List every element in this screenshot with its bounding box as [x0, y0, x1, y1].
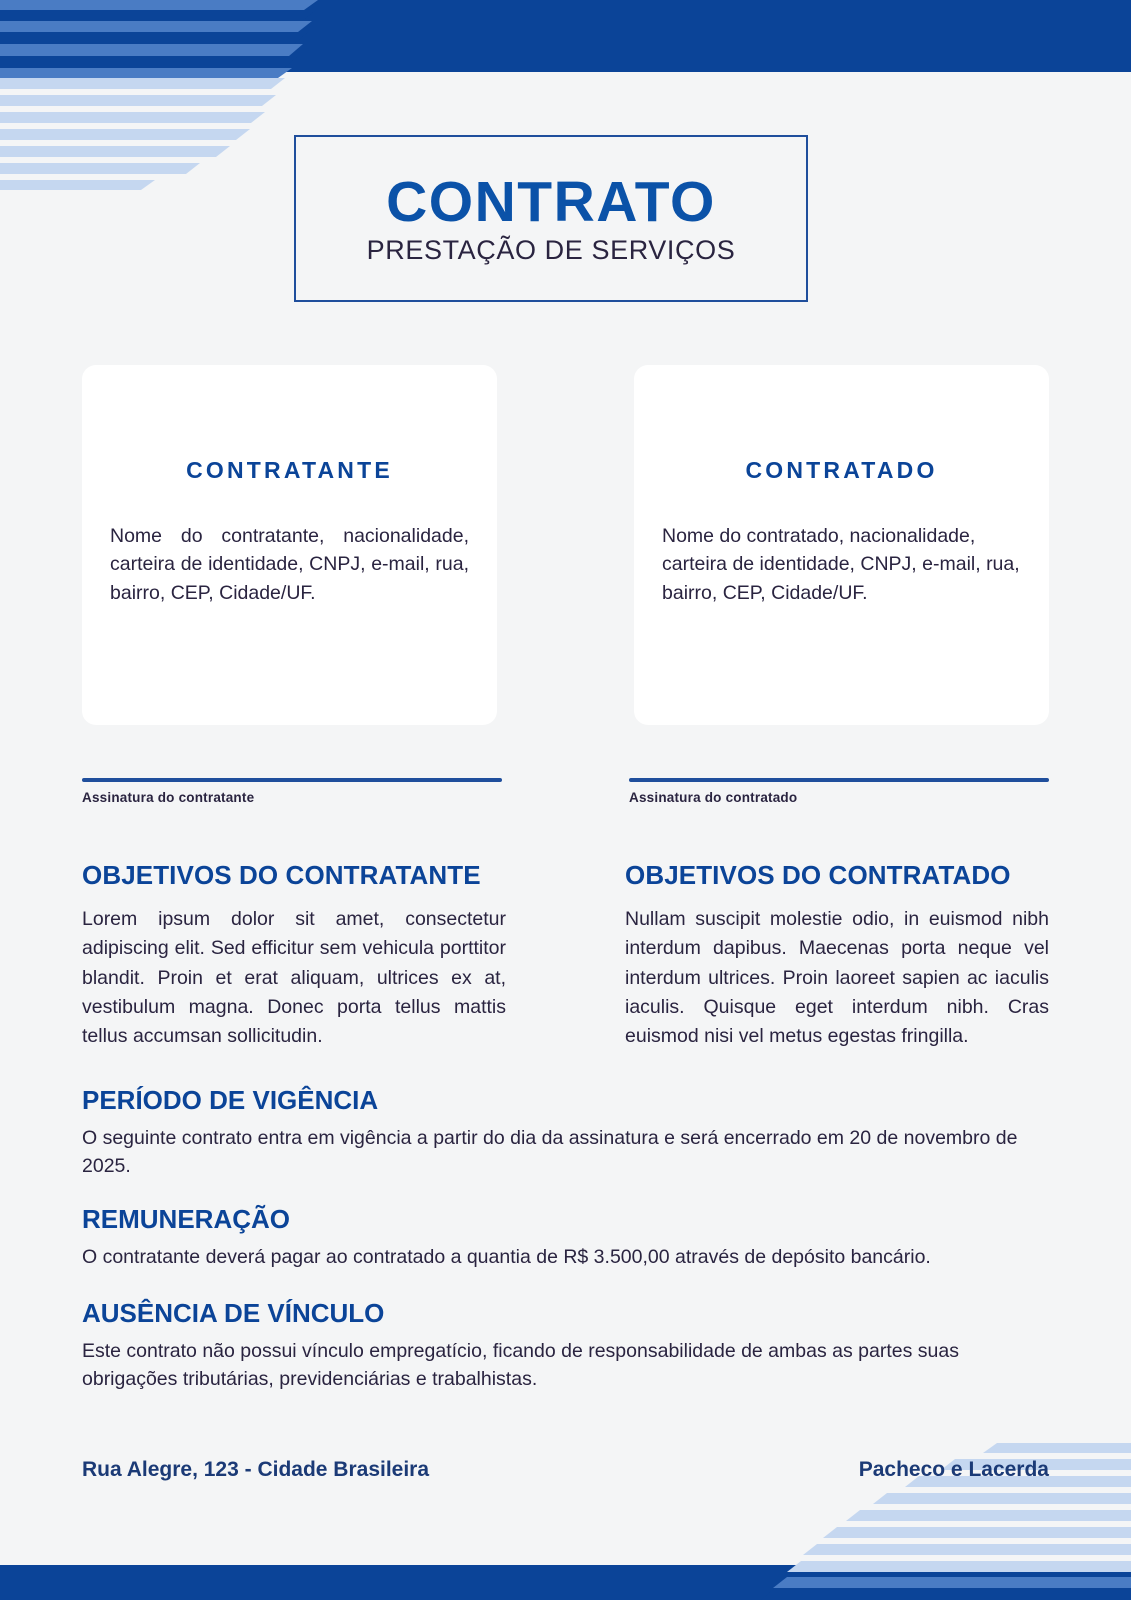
- stripe-bottom-9: [983, 1443, 1131, 1453]
- stripe-top-0: [0, 0, 318, 10]
- stripe-top-6: [0, 68, 292, 78]
- card-contratado: [634, 365, 1049, 725]
- objectives-contratante-body: Lorem ipsum dolor sit amet, consectetur adipiscing elit. Sed efficitur sem vehicula porttitor blandit. Proin et erat aliquam, ultrices ex at, vestibulum magna. Donec porta tellus mattis tellus accumsan sollicitudin.: [82, 908, 506, 1047]
- section-ausencia-vinculo-heading: AUSÊNCIA DE VÍNCULO: [82, 1298, 385, 1328]
- stripe-top-9: [0, 112, 265, 123]
- document-title-box: [294, 135, 808, 302]
- section-periodo-vigencia: [82, 1085, 1049, 1181]
- card-contratante-heading: CONTRATANTE: [186, 457, 393, 483]
- stripe-top-12: [0, 163, 200, 174]
- signature-label-contratado: Assinatura do contratado: [629, 790, 798, 805]
- signature-area: [82, 778, 1049, 805]
- stripe-bottom-0: [761, 1588, 1131, 1600]
- card-contratante-details: Nome do contratante, nacionalidade, carteira de identidade, CNPJ, e-mail, rua, bairro, CEP, Cidade/UF.: [110, 525, 469, 604]
- stripe-top-13: [0, 180, 155, 190]
- objectives-contratado-body: Nullam suscipit molestie odio, in euismod nibh interdum dapibus. Maecenas porta neque vel interdum ultrices. Proin laoreet sapien ac iaculis iaculis. Quisque eget interdum nibh. Cras euismod nisi vel metus egestas fringilla.: [625, 908, 1049, 1047]
- stripe-top-3: [0, 32, 308, 44]
- stripe-top-2: [0, 21, 312, 32]
- section-ausencia-vinculo-body: Este contrato não possui vínculo empregatício, ficando de responsabilidade de ambas as partes suas obrigações tributárias, previdenciárias e trabalhistas.: [82, 1340, 959, 1391]
- objectives-contratado: [625, 860, 1049, 1051]
- stripe-bottom-1: [773, 1577, 1131, 1588]
- signature-line-contratante: [82, 778, 502, 782]
- card-contratante: [82, 365, 497, 725]
- section-remuneracao-heading: REMUNERAÇÃO: [82, 1204, 290, 1234]
- section-remuneracao-body: O contratante deverá pagar ao contratado a quantia de R$ 3.500,00 através de depósito bancário.: [82, 1246, 931, 1268]
- section-periodo-vigencia-heading: PERÍODO DE VIGÊNCIA: [82, 1085, 379, 1115]
- stripe-bottom-6: [873, 1493, 1131, 1504]
- stripe-bottom-2: [787, 1561, 1131, 1572]
- objectives-contratado-heading: OBJETIVOS DO CONTRATADO: [625, 860, 1011, 890]
- footer-company: Pacheco e Lacerda: [858, 1458, 1049, 1481]
- stripe-top-11: [0, 146, 230, 157]
- party-cards: [82, 365, 1049, 725]
- signature-contratado: [629, 778, 1049, 805]
- stripe-top-7: [0, 78, 285, 89]
- section-periodo-vigencia-body: O seguinte contrato entra em vigência a partir do dia da assinatura e será encerrado em 20 de novembro de 2025.: [82, 1127, 1018, 1178]
- stripe-top-8: [0, 95, 276, 106]
- objectives-area: [82, 860, 1049, 1051]
- card-contratado-details: Nome do contratado, nacionalidade, carteira de identidade, CNPJ, e-mail, rua, bairro, CEP, Cidade/UF.: [662, 525, 1020, 604]
- objectives-contratante: [82, 860, 506, 1051]
- stripe-top-5: [0, 56, 298, 68]
- bottom-right-stripe-decoration: [711, 1400, 1131, 1600]
- top-left-stripe-decoration: [0, 0, 340, 200]
- stripe-top-10: [0, 129, 250, 140]
- stripe-bottom-3: [803, 1544, 1131, 1555]
- stripe-top-4: [0, 44, 303, 56]
- section-ausencia-vinculo: [82, 1298, 1049, 1394]
- card-contratado-heading: CONTRATADO: [745, 457, 938, 483]
- document-title: CONTRATO: [386, 169, 716, 234]
- stripe-top-1: [0, 10, 316, 21]
- stripe-bottom-5: [846, 1510, 1131, 1521]
- signature-label-contratante: Assinatura do contratante: [82, 790, 255, 805]
- section-remuneracao: [82, 1204, 1049, 1271]
- document-subtitle: PRESTAÇÃO DE SERVIÇOS: [366, 234, 736, 265]
- objectives-contratante-heading: OBJETIVOS DO CONTRATANTE: [82, 860, 481, 890]
- stripe-bottom-4: [823, 1527, 1131, 1538]
- signature-line-contratado: [629, 778, 1049, 782]
- footer-address: Rua Alegre, 123 - Cidade Brasileira: [82, 1458, 430, 1481]
- signature-contratante: [82, 778, 502, 805]
